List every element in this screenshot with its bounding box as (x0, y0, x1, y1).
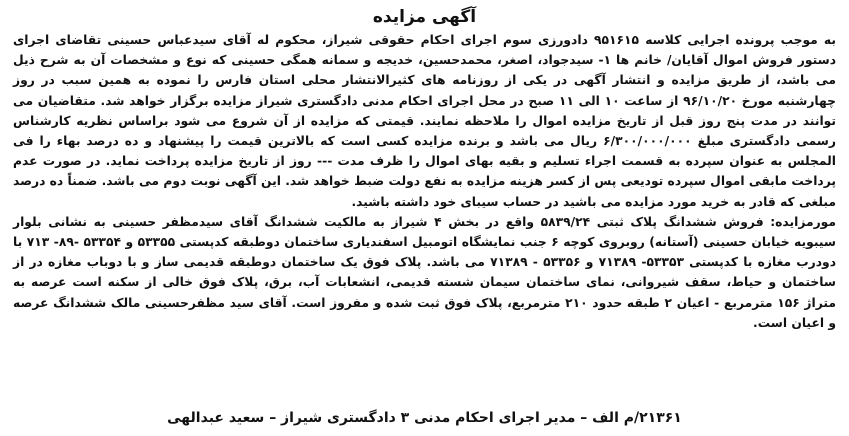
notice-title: آگهی مزایده (372, 7, 477, 27)
auction-item-paragraph: مورمزایده: فروش ششدانگ پلاک ثبتی ۵۸۳۹/۲۴ واقع در بخش ۴ شیراز به مالکیت ششدانگ آقای سیدمظفر حسینی به نشانی بلوار سیبویه خیابان حسینی (آستانه) روبروی کوچه ۶ جنب نمایشگاه اتومبیل اسفندیاری ساختمان دوطبقه کدپستی ۵۳۳۵۵ و ۵۳۳۵۴ -۸۹- ۷۱۳ با دودرب مغازه با کدپستی ۵۳۳۵۳- ۷۱۳۸۹ و ۵۳۳۵۶ - ۷۱۳۸۹ می باشد. پلاک فوق یک ساختمان دوطبقه قدیمی ساز و با دوباب مغازه در از ساختمان و حیاط، سقف شیروانی، نمای ساختمان سیمان شسته قدیمی، انشعابات آب، برق، پلاک فوق خالی از سکنه است عرصه به متراژ ۱۵۶ مترمربع - اعیان ۲ طبقه حدود ۲۱۰ مترمربع، پلاک فوق ثبت شده و مفروز است. آقای سید مظفرحسینی مالک ششدانگ عرصه و اعیان است. (13, 214, 837, 330)
notice-footer-signature: ۲۱۳۶۱/م الف – مدیر اجرای احکام مدنی ۳ دادگستری شیراز – سعید عبدالهی (167, 410, 682, 426)
notice-body-paragraph: به موجب پرونده اجرایی کلاسه ۹۵۱۶۱۵ دادورزی سوم اجرای احکام حقوقی شیراز، محکوم له آقای سیدعباس حسینی تقاضای اجرای دستور فروش اموال آقایان/ خانم ها ۱- سیدجواد، اصغر، محمدحسین، خدیجه و سمانه همگی حسینی که نوع و مشخصات آن به شرح ذیل می باشد، از طریق مزایده و انتشار آگهی در یکی از روزنامه های کثیرالانتشار محلی استان فارس را نموده به همین سبب در روز چهارشنبه مورخ ۹۶/۱۰/۲۰ از ساعت ۱۰ الی ۱۱ صبح در محل اجرای احکام مدنی دادگستری شیراز مزایده برگزار خواهد شد. متقاضیان می توانند در مدت پنج روز قبل از تاریخ مزایده اموال را ملاحظه نمایند. قیمتی که مزایده از آن شروع می شود براساس نظریه کارشناس رسمی دادگستری مبلغ ۶/۳۰۰/۰۰۰/۰۰۰ ریال می باشد و برنده مزایده کسی است که بالاترین قیمت را پیشنهاد و ده درصد بهاء را فی المجلس به عنوان سپرده به قسمت اجراء تسلیم و بقیه بهای اموال را ظرف مدت --- روز از تاریخ مزایده پرداخت نماید. در صورت عدم پرداخت مابقی اموال سپرده تودیعی پس از کسر هزینه مزایده به نفع دولت ضبط خواهد شد. این آگهی نوبت دوم می باشد. ضمناً ده درصد مبلغی که قادر به خرید مورد مزایده می باشید در حساب سیبای خود داشته باشید. (13, 33, 837, 209)
